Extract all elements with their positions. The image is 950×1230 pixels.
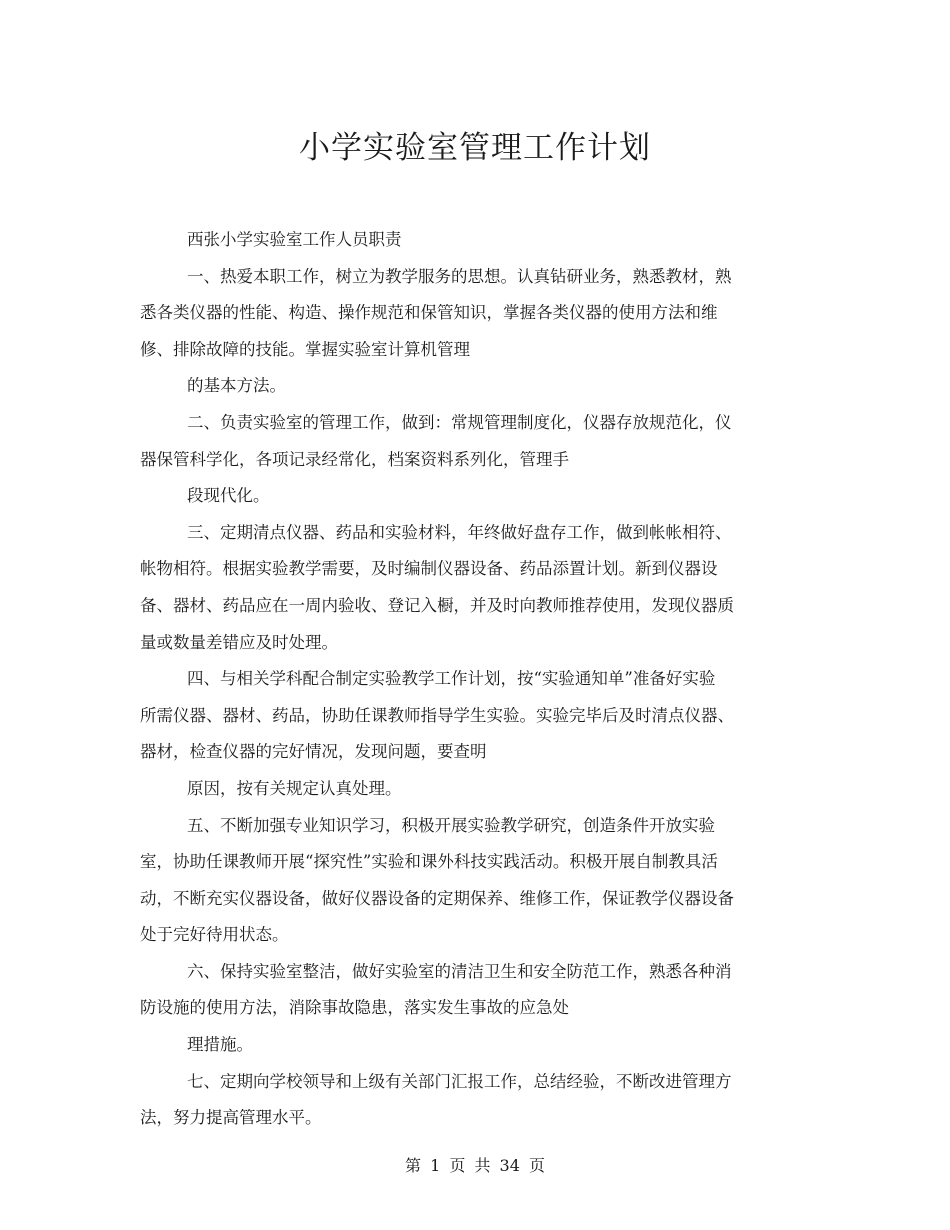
text-line: 修、排除故障的技能。掌握实验室计算机管理 bbox=[140, 339, 470, 359]
text-line: 四、与相关学科配合制定实验教学工作计划，按“实验通知单”准备好实验 bbox=[187, 669, 716, 689]
text-line: 法，努力提高管理水平。 bbox=[140, 1108, 322, 1128]
text-line: 原因，按有关规定认真处理。 bbox=[187, 778, 402, 798]
text-line: 动，不断充实仪器设备，做好仪器设备的定期保养、维修工作，保证教学仪器设备 bbox=[140, 888, 734, 908]
document-body bbox=[140, 222, 770, 1137]
text-line: 五、不断加强专业知识学习，积极开展实验教学研究，创造条件开放实验 bbox=[187, 815, 715, 835]
text-line: 帐物相符。根据实验教学需要，及时编制仪器设备、药品添置计划。新到仪器设 bbox=[140, 559, 718, 579]
text-line: 七、定期向学校领导和上级有关部门汇报工作，总结经验，不断改进管理方 bbox=[187, 1071, 732, 1091]
text-line: 防设施的使用方法，消除事故隐患，落实发生事故的应急处 bbox=[140, 998, 569, 1018]
text-line: 二、负责实验室的管理工作，做到：常规管理制度化，仪器存放规范化，仪 bbox=[187, 412, 732, 432]
text-line: 一、热爱本职工作，树立为教学服务的思想。认真钻研业务，熟悉教材，熟 bbox=[187, 266, 732, 286]
text-line: 处于完好待用状态。 bbox=[140, 925, 289, 945]
page-title: 小学实验室管理工作计划 bbox=[299, 130, 651, 166]
text-line: 六、保持实验室整洁，做好实验室的清洁卫生和安全防范工作，熟悉各种消 bbox=[187, 961, 732, 981]
text-line: 西张小学实验室工作人员职责 bbox=[187, 230, 402, 249]
text-line: 器保管科学化，各项记录经常化，档案资料系列化，管理手 bbox=[140, 449, 569, 469]
text-line: 所需仪器、器材、药品，协助任课教师指导学生实验。实验完毕后及时清点仪器、 bbox=[140, 705, 734, 725]
text-line: 备、器材、药品应在一周内验收、登记入橱，并及时向教师推荐使用，发现仪器质 bbox=[140, 595, 734, 615]
text-line: 理措施。 bbox=[187, 1035, 253, 1055]
page-number-footer: 第 1 页 共 34 页 bbox=[405, 1156, 545, 1175]
text-line: 室，协助任课教师开展“探究性”实验和课外科技实践活动。积极开展自制教具活 bbox=[140, 852, 718, 872]
text-line: 的基本方法。 bbox=[187, 376, 286, 396]
text-line: 量或数量差错应及时处理。 bbox=[140, 632, 338, 652]
text-line: 段现代化。 bbox=[187, 486, 270, 506]
text-line: 三、定期清点仪器、药品和实验材料，年终做好盘存工作，做到帐帐相符、 bbox=[187, 522, 732, 542]
text-line: 器材，检查仪器的完好情况，发现问题，要查明 bbox=[140, 742, 487, 762]
text-line: 悉各类仪器的性能、构造、操作规范和保管知识，掌握各类仪器的使用方法和维 bbox=[140, 303, 718, 323]
